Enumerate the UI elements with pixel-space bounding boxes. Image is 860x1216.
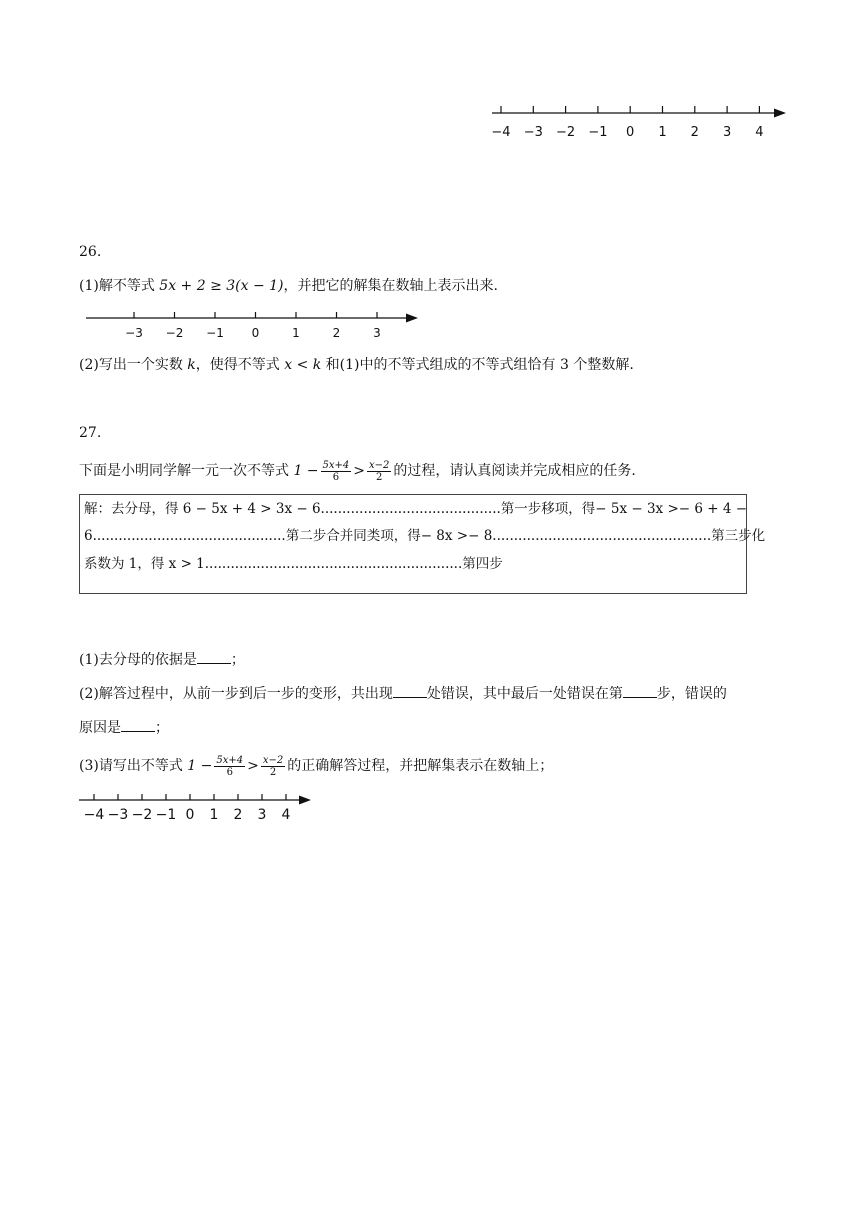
top-number-line-tick-label: 1: [658, 125, 667, 140]
top-number-line-tick-label: 4: [755, 125, 764, 140]
q26-part1-prefix: (1)解不等式: [79, 278, 160, 294]
task-2-b: 处错误，其中最后一处错误在第: [426, 686, 623, 702]
top-number-line-tick-label: −4: [491, 125, 511, 140]
answer-blank[interactable]: [623, 683, 657, 698]
task-3: [79, 753, 553, 779]
task-3-ineq-gt: >: [247, 758, 259, 774]
top-number-line-tick-label: −1: [588, 125, 608, 140]
q26-part1-suffix: ，并把它的解集在数轴上表示出来.: [283, 278, 498, 294]
task-1-prefix: (1)去分母的依据是: [79, 652, 197, 668]
task-3-fraction-b: $\frac{x-2}{2}$: [262, 754, 284, 778]
solution-line-2: 6.............................................第二步合并同类项，得− 8x >− 8...................................................第三步化: [84, 528, 766, 544]
q27-number-line-tick-label: 4: [281, 807, 291, 823]
top-number-line-tick-label: −3: [523, 125, 543, 140]
q26-number-line-tick-label: −3: [125, 326, 143, 340]
question-27-intro: [79, 458, 636, 484]
q26-number-line-tick-label: 3: [373, 326, 381, 340]
top-number-line-tick-label: −2: [556, 125, 576, 140]
q26-part2-prefix: (2)写出一个实数: [79, 357, 188, 373]
q26-part1-inequality: 5x + 2 ≥ 3(x − 1): [159, 278, 284, 294]
question-27-number: 27.: [79, 425, 102, 441]
task-2-line-1: [79, 683, 727, 704]
q26-part2-mid: ，使得不等式: [195, 357, 285, 373]
q27-number-line-tick-label: −1: [155, 807, 177, 823]
task-2-c: 步，错误的: [656, 686, 727, 702]
q27-number-line-tick-label: −2: [131, 807, 153, 823]
q27-ineq-gt: >: [353, 463, 366, 479]
q26-number-line-tick-label: 2: [332, 326, 341, 340]
question-26-part1: [79, 276, 498, 296]
answer-blank[interactable]: [197, 649, 231, 664]
q26-part2-suffix: 和(1)中的不等式组成的不等式组恰有 3 个整数解.: [321, 357, 634, 373]
q27-intro-prefix: 下面是小明同学解一元一次不等式: [79, 463, 294, 479]
task-3-suffix: 的正确解答过程，并把解集表示在数轴上；: [287, 758, 554, 774]
q27-fraction-a: $\frac{5x+4}{6}$: [322, 459, 350, 483]
task-3-prefix: (3)请写出不等式: [79, 758, 188, 774]
question-26-number: 26.: [79, 244, 102, 260]
answer-blank[interactable]: [393, 683, 427, 698]
q27-intro-suffix: 的过程，请认真阅读并完成相应的任务.: [393, 463, 636, 479]
task-3-ineq-lead: 1 −: [187, 758, 213, 774]
number-line-q27: [77, 792, 317, 827]
q27-ineq-lead: 1 −: [293, 463, 319, 479]
q27-number-line-tick-label: 2: [233, 807, 243, 823]
task-2-d: 原因是: [79, 720, 121, 736]
q27-fraction-b: $\frac{x-2}{2}$: [369, 459, 390, 483]
top-number-line-tick-label: 0: [626, 125, 635, 140]
q27-number-line-tick-label: 0: [185, 807, 195, 823]
task-2-e: ；: [155, 720, 169, 736]
top-number-line-tick-label: 2: [690, 125, 699, 140]
solution-box: [79, 494, 766, 594]
q26-variable-k: k: [187, 357, 196, 373]
top-number-line-tick-label: 3: [722, 125, 732, 140]
question-26-part2: [79, 355, 634, 375]
q26-number-line-tick-label: −1: [206, 326, 224, 340]
task-1: [79, 649, 245, 670]
q26-number-line-tick-label: 1: [292, 326, 300, 340]
solution-line-3: 系数为 1，得 x > 1............................................................第四步: [84, 556, 503, 572]
task-2-line-2: [79, 717, 169, 738]
q27-number-line-tick-label: 1: [209, 807, 219, 823]
q26-number-line-tick-label: 0: [251, 326, 260, 340]
q27-number-line-tick-label: −3: [107, 807, 129, 823]
q27-number-line-tick-label: 3: [257, 807, 267, 823]
number-line-q26: [84, 309, 424, 344]
task-2-a: (2)解答过程中，从前一步到后一步的变形，共出现: [79, 686, 393, 702]
q26-part2-inequality: x < k: [284, 357, 322, 373]
task-3-fraction-a: $\frac{5x+4}{6}$: [216, 754, 244, 778]
q26-number-line-tick-label: −2: [165, 326, 184, 340]
number-line-top: [488, 100, 793, 145]
q27-number-line-tick-label: −4: [83, 807, 105, 823]
answer-blank[interactable]: [121, 717, 155, 732]
task-1-suffix: ；: [230, 652, 245, 668]
solution-line-1: 解：去分母，得 6 − 5x + 4 > 3x − 6..........................................第一步移项，得− 5x − 3x >− 6 + 4 −: [84, 501, 748, 517]
